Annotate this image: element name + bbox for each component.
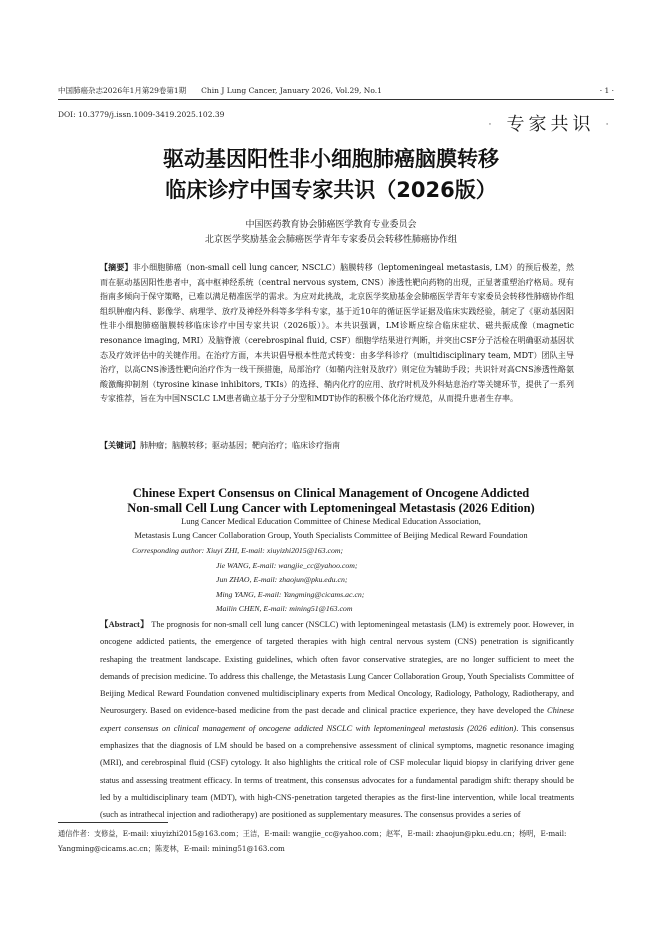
organization-chinese-1: 中国医药教育协会肺癌医学教育专业委员会: [245, 220, 417, 230]
abstract-english: [100, 616, 574, 824]
footnote-rule: [58, 822, 168, 823]
keywords-chinese: [100, 438, 574, 453]
abstract-chinese-text: 非小细胞肺癌（non-small cell lung cancer, NSCLC）脑膜转移（leptomeningeal metastasis, LM）的预后极差，然而在驱动基因阳性患者中，高中枢神经系统（central nervous system, CNS）渗透性靶向药物的出现，正显著重塑治疗格局。现有指南多倾向于保守策略，已难以满足精准医学的需求。为应对此挑战，北京医学奖励基金会肺癌医学青年专家委员会转移性肺癌协作组组织肿瘤内科、影像学、病理学、放疗及神经外科等多学科专家，基于近10年的循证医学证据及临床实践经验，制定了《驱动基因阳性非小细胞肺癌脑膜转移临床诊疗中国专家共识（2026版）》。本共识强调，LM诊断应综合临床症状、磁共振成像（magnetic resonance imaging, MRI）及脑脊液（cerebrospinal fluid, CSF）细胞学结果进行判断，并突出CSF分子活检在明确驱动基因状态及疗效评估中的关键作用。在治疗方面，本共识倡导根本性范式转变：由多学科诊疗（multidisciplinary team, MDT）团队主导治疗，以高CNS渗透性靶向治疗作为一线干预措施，局部治疗（如鞘内注射及放疗）则定位为辅助手段；共识针对高CNS渗透性酪氨酸激酶抑制剂（tyrosine kinase inhibitors, TKIs）的选择、鞘内化疗的应用、放疗时机及外科姑息治疗等关键环节，提供了一系列专家推荐，旨在为中国NSCLC LM患者确立基于分子分型和MDT协作的积极个体化治疗规范，从而提升患者生存率。: [100, 263, 574, 404]
author-line: Ming YANG, E-mail: Yangming@cicams.ac.cn;: [216, 589, 365, 599]
author-line: Jie WANG, E-mail: wangjie_cc@yahoo.com;: [216, 560, 358, 570]
organizations-chinese: [0, 218, 662, 248]
title-chinese: [0, 144, 662, 206]
footnote-correspondence: 通信作者：支修益，E-mail: xiuyizhi2015@163.com；王洁，E-mail: wangjie_cc@yahoo.com；赵军，E-mail: zhaojun@pku.edu.cn；杨明，E-mail: Yangming@cicams.ac.cn；陈麦林，E-mail: mining51@163.com: [58, 829, 567, 853]
header-rule: [58, 99, 614, 100]
abstract-english-text-1: The prognosis for non-small cell lung cancer (NSCLC) with leptomeningeal metastasis (LM) is extremely poor. However, in oncogene addicted patients, the emergence of targeted therapies with high central nervous system (CNS) penetration is significantly reshaping the treatment landscape. Existing guidelines, which often favor conservative strategies, are no longer sufficient to meet the demands of precision medicine. To address this challenge, the Metastasis Lung Cancer Collaboration Group, Youth Specialists Committee of Beijing Medical Reward Foundation convened multidisciplinary experts from Medical Oncology, Radiology, Pathology, Radiotherapy, and Neurosurgery. Based on evidence-based medicine from the past decade and clinical practice experience, they have developed the: [100, 620, 574, 716]
abstract-chinese-label: 【摘要】: [100, 262, 133, 272]
page-number: · 1 ·: [599, 86, 614, 95]
abstract-english-text-2: . This consensus emphasizes that the diagnosis of LM should be based on a comprehensive assessment of clinical symptoms, magnetic resonance imaging (MRI), and cerebrospinal fluid (CSF) cytology. It also highlights the critical role of CSF molecular liquid biopsy in clarifying driver gene status and assessing treatment efficacy. In terms of treatment, this consensus advocates for a fundamental paradigm shift: therapy should be led by a multidisciplinary team (MDT), with high-CNS-penetration targeted therapies as the first-line intervention, while local treatments (such as intrathecal injection and radiotherapy) are positioned as supplementary measures. The consensus provides a series of: [100, 723, 575, 820]
keywords-chinese-text: 肺肿瘤；脑膜转移；驱动基因；靶向治疗；临床诊疗指南: [140, 441, 340, 450]
corresponding-authors: [132, 544, 532, 617]
title-chinese-line-1: 驱动基因阳性非小细胞肺癌脑膜转移: [163, 147, 499, 171]
organizations-english: [0, 514, 662, 542]
abstract-english-label: 【Abstract】: [100, 620, 149, 629]
abstract-chinese: [100, 260, 574, 407]
abstract-english-consensus-title: Chinese expert consensus on clinical management of oncogene addicted NSCLC with leptomeningeal metastasis (2026 edition): [100, 706, 574, 733]
author-line: Corresponding author: Xiuyi ZHI, E-mail: xiuyizhi2015@163.com;: [132, 546, 344, 555]
running-head-journal: 中国肺癌杂志2026年1月第29卷第1期 Chin J Lung Cancer, January 2026, Vol.29, No.1: [58, 86, 382, 95]
organization-english-1: Lung Cancer Medical Education Committee of Chinese Medical Education Association,: [181, 516, 481, 526]
author-line: Jun ZHAO, E-mail: zhaojun@pku.edu.cn;: [216, 575, 348, 585]
title-english-line-1: Chinese Expert Consensus on Clinical Management of Oncogene Addicted: [132, 486, 530, 500]
doi[interactable]: DOI: 10.3779/j.issn.1009-3419.2025.102.39: [58, 110, 225, 119]
keywords-chinese-label: 【关键词】: [100, 440, 140, 450]
column-tag: · 专家共识 ·: [487, 114, 614, 135]
title-chinese-line-2: 临床诊疗中国专家共识（2026版）: [165, 178, 497, 202]
organization-chinese-2: 北京医学奖励基金会肺癌医学青年专家委员会转移性肺癌协作组: [204, 235, 457, 245]
organization-english-2: Metastasis Lung Cancer Collaboration Group, Youth Specialists Committee of Beijing Medical Reward Foundation: [134, 530, 528, 540]
author-line: Mailin CHEN, E-mail: mining51@163.com: [216, 604, 353, 614]
title-english-line-2: Non-small Cell Lung Cancer with Leptomeningeal Metastasis (2026 Edition): [127, 501, 535, 515]
title-english: [0, 486, 662, 516]
